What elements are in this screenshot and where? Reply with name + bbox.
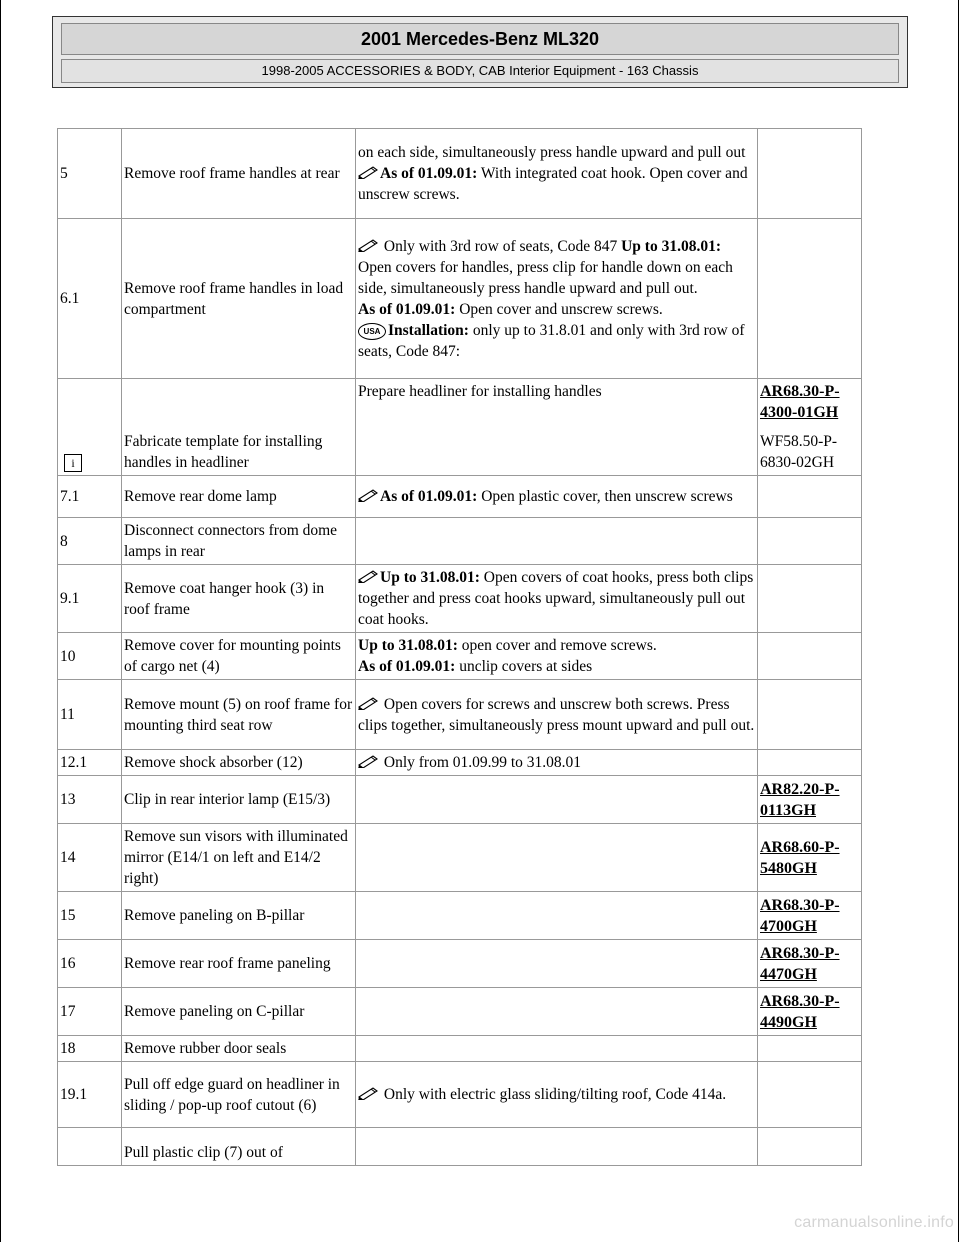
step-note — [356, 892, 758, 940]
note-date: As of 01.09.01: — [380, 165, 478, 182]
note-text: open cover and remove screws. — [457, 637, 657, 654]
step-note — [356, 680, 758, 750]
step-note — [356, 129, 758, 219]
reference-link[interactable]: AR82.20-P-0113GH — [760, 780, 840, 819]
table-row — [58, 988, 862, 1036]
step-ref — [758, 1128, 862, 1166]
step-ref — [758, 988, 862, 1036]
step-ref — [758, 518, 862, 565]
table-row — [58, 379, 862, 476]
note-text: Only with electric glass sliding/tilting roof, Code 414a. — [380, 1086, 727, 1103]
step-action: Fabricate template for installing handles in headliner — [122, 379, 356, 476]
step-ref — [758, 750, 862, 776]
table-row — [58, 219, 862, 379]
reference-link[interactable]: AR68.30-P-4490GH — [760, 992, 840, 1031]
note-pencil-icon — [358, 165, 380, 179]
step-note — [356, 476, 758, 518]
step-action: Remove paneling on C-pillar — [122, 988, 356, 1036]
step-note — [356, 219, 758, 379]
table-row — [58, 518, 862, 565]
table-row — [58, 1036, 862, 1062]
note-date: As of 01.09.01: — [358, 300, 456, 318]
note-text: Open covers of coat hooks, press both clips together and press coat hooks upward, simultaneously pull out coat hooks. — [358, 569, 754, 628]
note-text: Open plastic cover, then unscrew screws — [477, 488, 733, 505]
note-label: Installation: — [388, 321, 469, 339]
step-ref — [758, 219, 862, 379]
usa-icon: USA — [358, 323, 386, 340]
watermark: carmanualsonline.info — [794, 1214, 954, 1231]
step-ref — [758, 824, 862, 892]
reference-link[interactable]: AR68.30-P-4300-01GH — [760, 383, 840, 421]
step-note — [356, 565, 758, 633]
step-action: Remove rear roof frame paneling — [122, 940, 356, 988]
step-ref — [758, 476, 862, 518]
table-row — [58, 476, 862, 518]
step-ref — [758, 633, 862, 680]
step-note — [356, 1062, 758, 1128]
table-row — [58, 776, 862, 824]
step-number: 19.1 — [58, 1062, 122, 1128]
step-action: Remove mount (5) on roof frame for mounting third seat row — [122, 680, 356, 750]
step-number: 9.1 — [58, 565, 122, 633]
step-number: 16 — [58, 940, 122, 988]
table-row — [58, 633, 862, 680]
step-ref — [758, 1062, 862, 1128]
table-row — [58, 940, 862, 988]
step-number: 14 — [58, 824, 122, 892]
step-action: Remove shock absorber (12) — [122, 750, 356, 776]
step-number: 15 — [58, 892, 122, 940]
note-text: on each side, simultaneously press handle upward and pull out — [358, 144, 746, 161]
table-row — [58, 565, 862, 633]
step-number: 12.1 — [58, 750, 122, 776]
reference-text: WF58.50-P-6830-02GH — [760, 433, 838, 471]
note-date: As of 01.09.01: — [380, 488, 478, 505]
note-text: only up to 31.8.01 and only with 3rd row of seats, Code 847: — [358, 321, 745, 360]
step-action: Remove paneling on B-pillar — [122, 892, 356, 940]
procedure-table — [57, 128, 862, 1166]
note-text: Open covers for handles, press clip for handle down on each side, simultaneously press handle upward and pull out. — [358, 258, 733, 297]
table-row — [58, 1128, 862, 1166]
step-action: Remove coat hanger hook (3) in roof frame — [122, 565, 356, 633]
page-border-right — [958, 0, 959, 1242]
step-ref — [758, 379, 862, 476]
page-title: 2001 Mercedes-Benz ML320 — [61, 23, 899, 55]
step-action: Clip in rear interior lamp (E15/3) — [122, 776, 356, 824]
note-text: Open covers for screws and unscrew both screws. Press clips together, simultaneously press mount upward and pull out. — [358, 695, 755, 734]
note-pencil-icon — [358, 488, 380, 502]
step-action: Remove rubber door seals — [122, 1036, 356, 1062]
note-date: Up to 31.08.01: — [621, 237, 721, 255]
step-action: Remove sun visors with illuminated mirror (E14/1 on left and E14/2 right) — [122, 824, 356, 892]
step-note — [356, 940, 758, 988]
step-number: 17 — [58, 988, 122, 1036]
info-icon: i — [64, 454, 82, 472]
note-pencil-icon — [358, 569, 380, 583]
note-text: Only from 01.09.99 to 31.08.01 — [380, 754, 582, 771]
step-note — [356, 633, 758, 680]
table-row — [58, 892, 862, 940]
step-ref — [758, 776, 862, 824]
note-text: Only with 3rd row of seats, Code 847 — [380, 237, 622, 255]
table-row — [58, 129, 862, 219]
step-number: 10 — [58, 633, 122, 680]
step-number: 7.1 — [58, 476, 122, 518]
step-ref — [758, 129, 862, 219]
step-note: Prepare headliner for installing handles — [356, 379, 758, 476]
step-note — [356, 750, 758, 776]
reference-link[interactable]: AR68.30-P-4470GH — [760, 944, 840, 983]
step-note — [356, 1128, 758, 1166]
step-number: 11 — [58, 680, 122, 750]
page-header — [52, 16, 908, 88]
table-row — [58, 824, 862, 892]
step-ref — [758, 892, 862, 940]
step-number: 6.1 — [58, 219, 122, 379]
step-action: Disconnect connectors from dome lamps in rear — [122, 518, 356, 565]
note-pencil-icon — [358, 238, 380, 252]
step-action: Remove roof frame handles at rear — [122, 129, 356, 219]
step-action: Remove cover for mounting points of cargo net (4) — [122, 633, 356, 680]
reference-link[interactable]: AR68.60-P-5480GH — [760, 838, 840, 877]
step-action: Pull off edge guard on headliner in sliding / pop-up roof cutout (6) — [122, 1062, 356, 1128]
table-row — [58, 750, 862, 776]
step-ref — [758, 1036, 862, 1062]
step-number: 13 — [58, 776, 122, 824]
reference-link[interactable]: AR68.30-P-4700GH — [760, 896, 840, 935]
note-date: Up to 31.08.01: — [358, 637, 458, 654]
step-action: Remove rear dome lamp — [122, 476, 356, 518]
table-row — [58, 680, 862, 750]
step-ref — [758, 940, 862, 988]
note-text: With integrated coat hook. Open cover and unscrew screws. — [358, 165, 748, 203]
note-pencil-icon — [358, 1086, 380, 1100]
note-pencil-icon — [358, 754, 380, 768]
step-number: 18 — [58, 1036, 122, 1062]
step-number: 5 — [58, 129, 122, 219]
step-note — [356, 776, 758, 824]
note-date: Up to 31.08.01: — [380, 569, 480, 586]
step-note — [356, 824, 758, 892]
step-action: Pull plastic clip (7) out of — [122, 1128, 356, 1166]
step-number — [58, 379, 122, 476]
step-ref — [758, 565, 862, 633]
note-text: unclip covers at sides — [455, 658, 593, 675]
note-date: As of 01.09.01: — [358, 658, 456, 675]
note-pencil-icon — [358, 696, 380, 710]
note-text: Open cover and unscrew screws. — [455, 300, 663, 318]
step-action: Remove roof frame handles in load compartment — [122, 219, 356, 379]
step-number — [58, 1128, 122, 1166]
step-note — [356, 518, 758, 565]
step-note — [356, 988, 758, 1036]
step-ref — [758, 680, 862, 750]
page-subtitle: 1998-2005 ACCESSORIES & BODY, CAB Interior Equipment - 163 Chassis — [61, 59, 899, 83]
table-row — [58, 1062, 862, 1128]
step-number: 8 — [58, 518, 122, 565]
step-note — [356, 1036, 758, 1062]
page-border-left — [0, 0, 1, 1242]
